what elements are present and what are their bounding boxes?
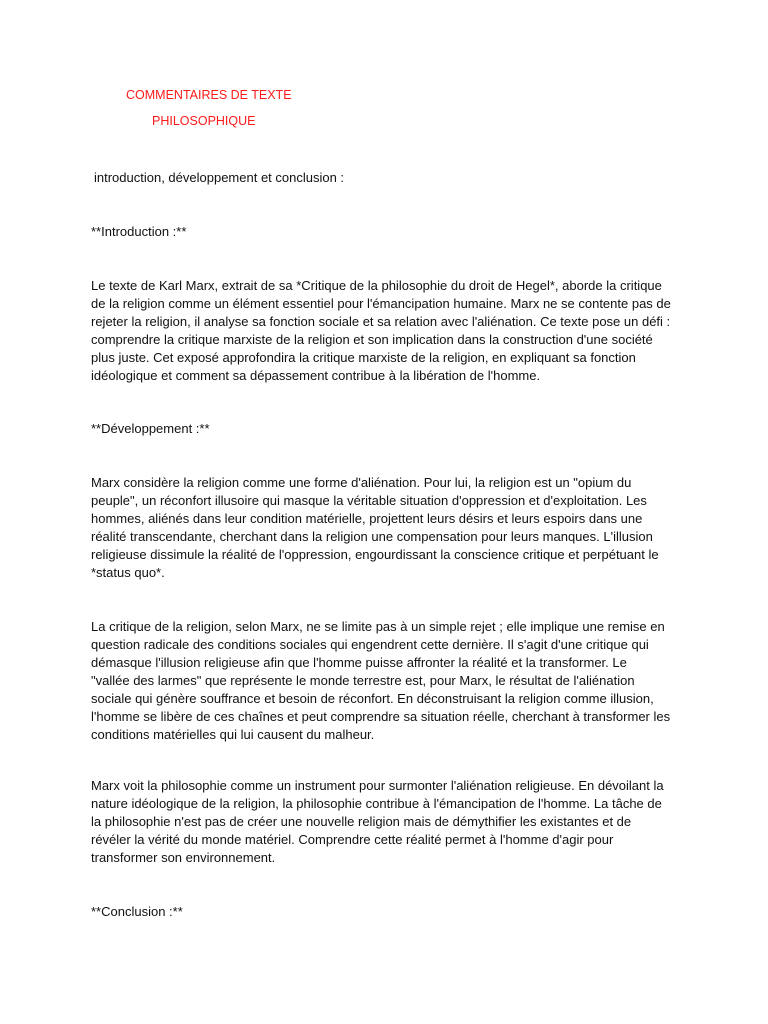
document-title-line-2: PHILOSOPHIQUE [152, 114, 256, 128]
developpement-heading: **Développement :** [91, 421, 210, 436]
paragraph-line: transformer son environnement. [91, 850, 276, 865]
paragraph-line: religieuse dissimule la réalité de l'oppression, engourdissant la conscience critique et perpétuant le [91, 547, 659, 562]
paragraph-line: Marx considère la religion comme une forme d'aliénation. Pour lui, la religion est un "opium du [91, 475, 632, 490]
paragraph-line: "vallée des larmes" que représente le monde terrestre est, pour Marx, le résultat de l'aliénation [91, 673, 635, 688]
paragraph-line: révéler la vérité du monde matériel. Comprendre cette réalité permet à l'homme d'agir pour [91, 832, 614, 847]
document-subtitle: introduction, développement et conclusion : [94, 170, 345, 185]
paragraph-line: plus juste. Cet exposé approfondira la critique marxiste de la religion, en expliquant sa fonction [91, 350, 636, 365]
paragraph-line: *status quo*. [91, 565, 165, 580]
paragraph-line: démasque l'illusion religieuse afin que l'homme puisse affronter la réalité et la transformer. Le [91, 655, 627, 670]
paragraph-line: Marx voit la philosophie comme un instrument pour surmonter l'aliénation religieuse. En dévoilant la [91, 778, 664, 793]
paragraph-line: La critique de la religion, selon Marx, ne se limite pas à un simple rejet ; elle implique une remise en [91, 619, 665, 634]
paragraph-line: l'homme se libère de ces chaînes et peut comprendre sa situation réelle, cherchant à transformer les [91, 709, 671, 724]
document-title-line-1: COMMENTAIRES DE TEXTE [126, 88, 292, 102]
paragraph-line: comprendre la critique marxiste de la religion et son implication dans la construction d'une société [91, 332, 653, 347]
introduction-paragraph [91, 277, 691, 385]
paragraph-line: peuple", un réconfort illusoire qui masque la véritable situation d'oppression et d'exploitation. Les [91, 493, 647, 508]
paragraph-line: nature idéologique de la religion, la philosophie contribue à l'émancipation de l'homme. La tâche de [91, 796, 662, 811]
paragraph-line: réalité transcendante, cherchant dans la religion une compensation pour leurs manques. L'illusion [91, 529, 653, 544]
paragraph-line: rejeter la religion, il analyse sa fonction sociale et sa relation avec l'aliénation. Ce texte pose un défi : [91, 314, 671, 329]
paragraph-line: sociale qui génère souffrance et besoin de réconfort. En déconstruisant la religion comme illusion, [91, 691, 654, 706]
developpement-paragraph-1 [91, 474, 691, 582]
developpement-paragraph-2 [91, 618, 691, 744]
paragraph-line: question radicale des conditions sociales qui engendrent cette dernière. Il s'agit d'une critique qui [91, 637, 649, 652]
developpement-paragraph-3 [91, 777, 691, 867]
introduction-heading: **Introduction :** [91, 224, 187, 239]
conclusion-heading: **Conclusion :** [91, 904, 183, 919]
paragraph-line: de la religion comme un élément essentiel pour l'émancipation humaine. Marx ne se contente pas de [91, 296, 671, 311]
paragraph-line: idéologique et comment sa dépassement contribue à la libération de l'homme. [91, 368, 541, 383]
paragraph-line: hommes, aliénés dans leur condition matérielle, projettent leurs désirs et leurs espoirs dans une [91, 511, 643, 526]
paragraph-line: Le texte de Karl Marx, extrait de sa *Critique de la philosophie du droit de Hegel*, aborde la critique [91, 278, 662, 293]
paragraph-line: la philosophie n'est pas de créer une nouvelle religion mais de démythifier les existantes et de [91, 814, 632, 829]
paragraph-line: conditions matérielles qui lui causent du malheur. [91, 727, 375, 742]
